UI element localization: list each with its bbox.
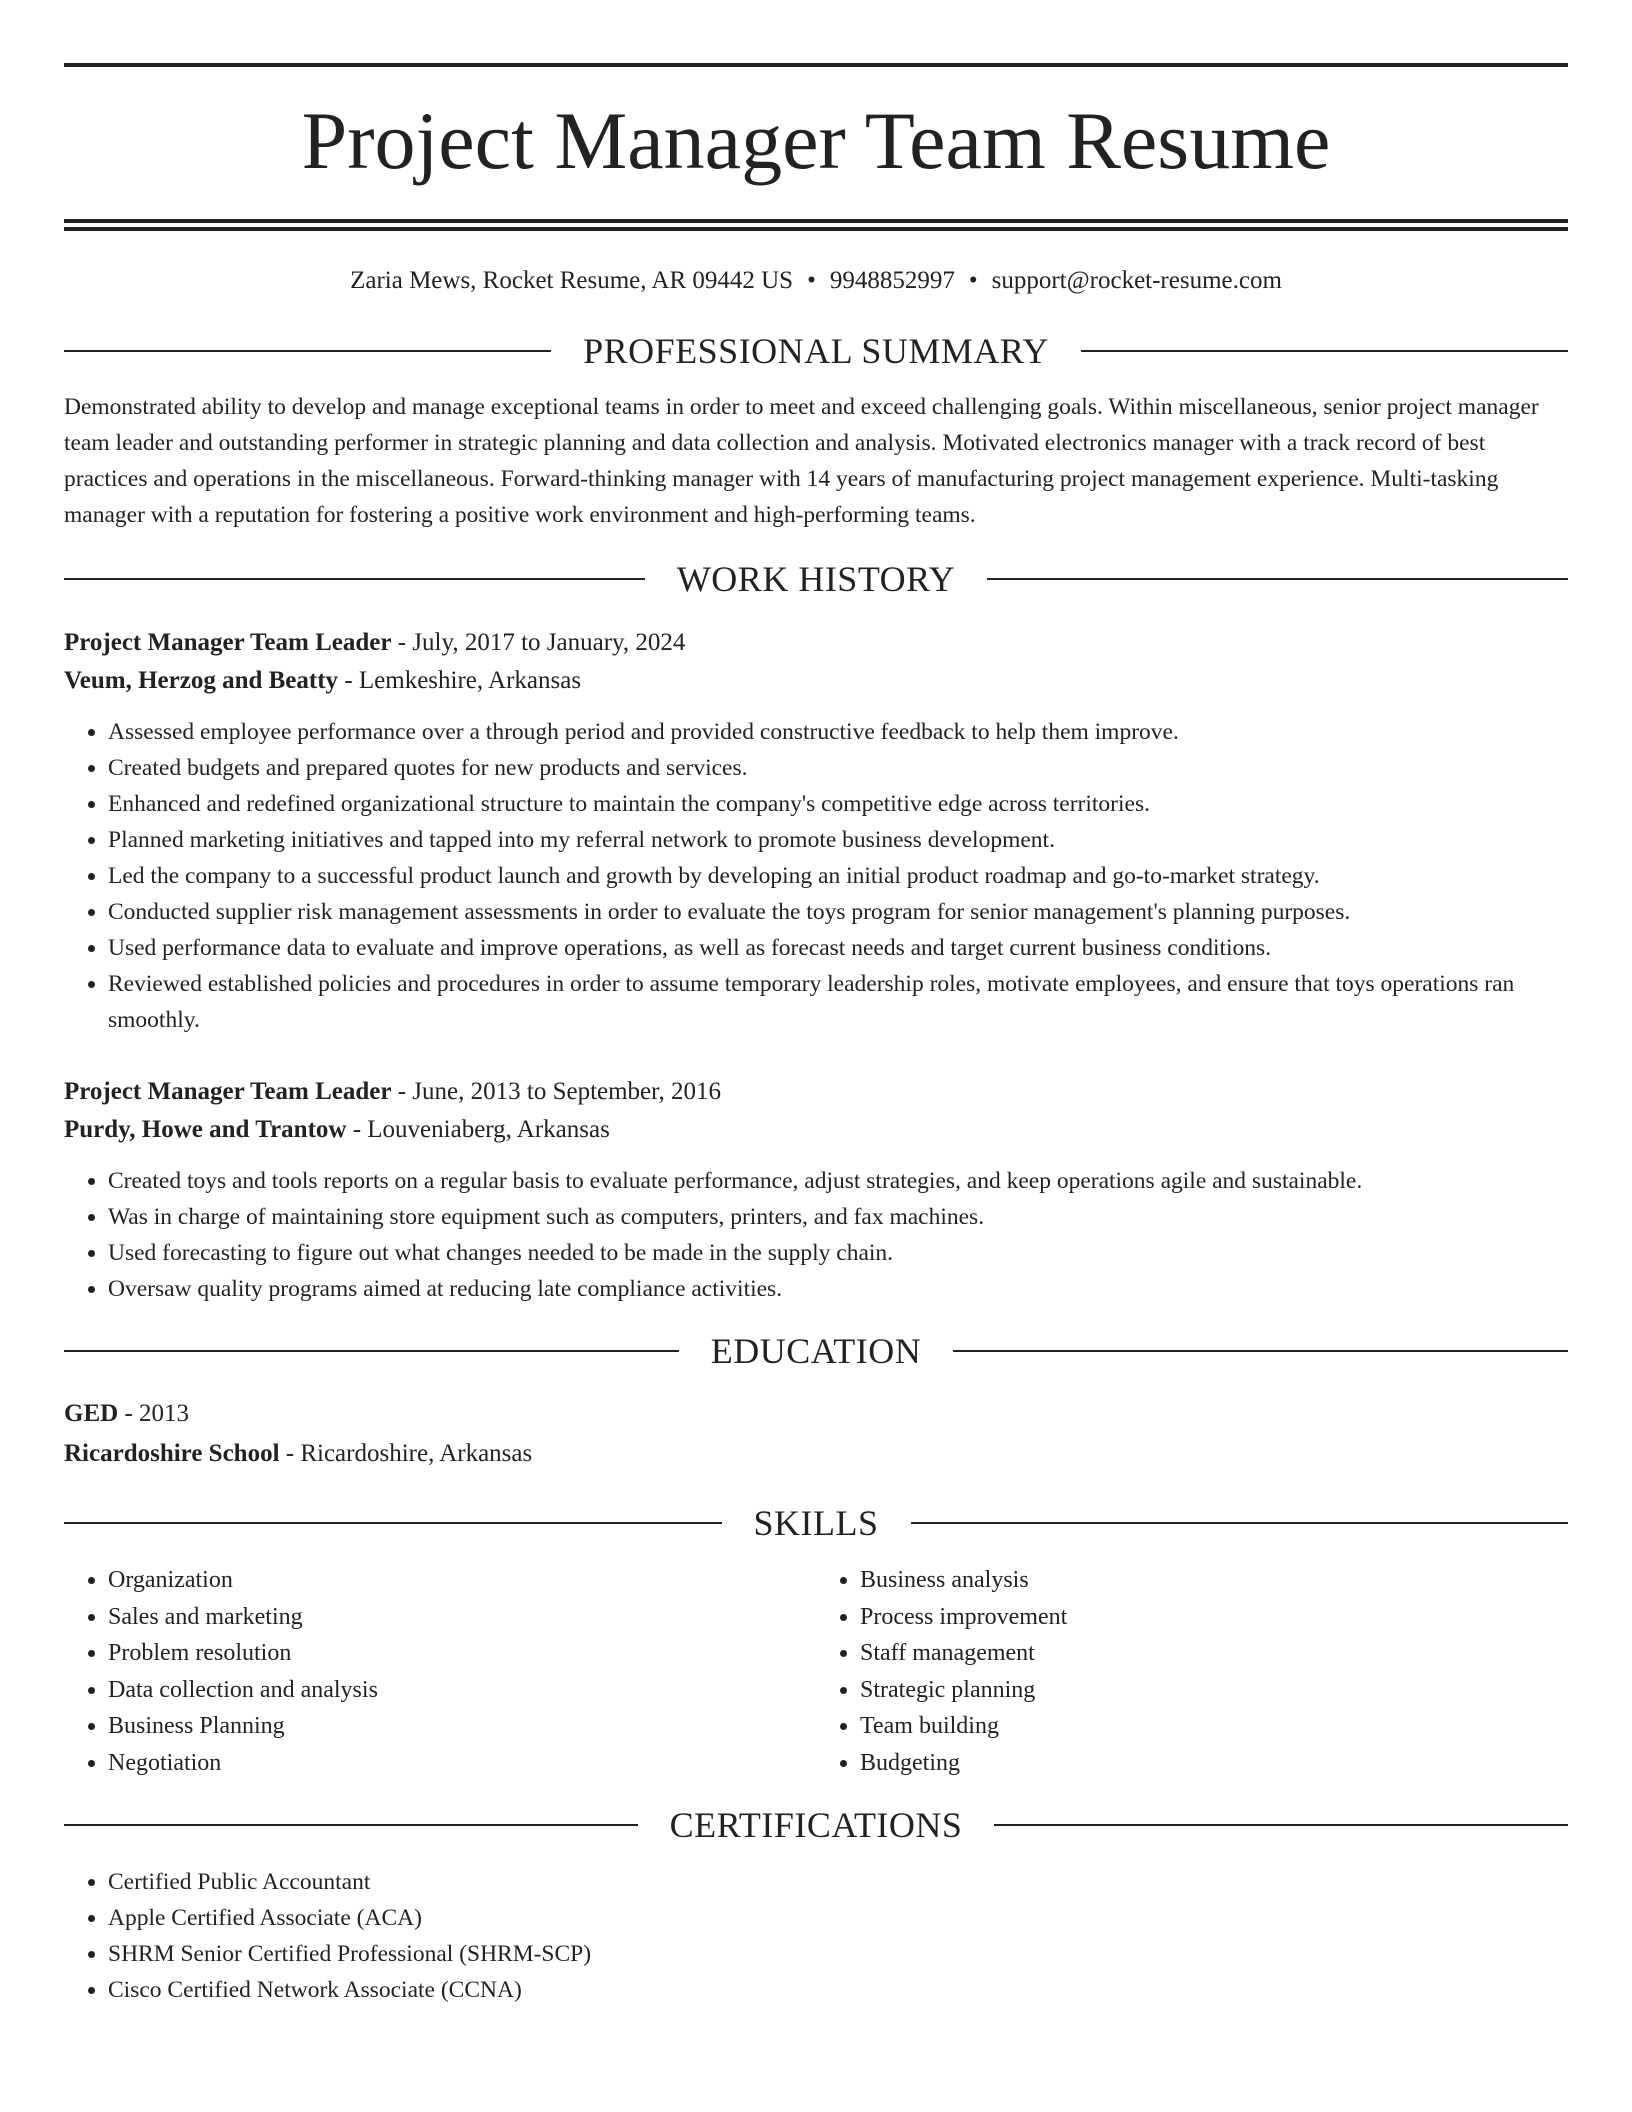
resume-title: Project Manager Team Resume — [301, 95, 1331, 186]
divider-line — [64, 578, 645, 580]
list-item: • Led the company to a successful product launch and growth by developing an initial product roadmap and go-to-market strategy. — [108, 858, 1568, 894]
divider-line — [953, 1350, 1568, 1352]
job-bullet-list — [64, 714, 1568, 1038]
contact-line — [64, 265, 1568, 297]
list-item: • Used performance data to evaluate and improve operations, as well as forecast needs and target current business conditions. — [108, 930, 1568, 966]
section-title-skills: SKILLS — [753, 1503, 879, 1543]
job-location: - Lemkeshire, Arkansas — [338, 667, 582, 694]
skills-list-right — [816, 1562, 1568, 1781]
skill-item: • Process improvement — [860, 1599, 1568, 1636]
section-header-certifications — [64, 1803, 1568, 1847]
job-title-line — [64, 1073, 1568, 1111]
list-item: • Created toys and tools reports on a regular basis to evaluate performance, adjust strategies, and keep operations agile and sustainable. — [108, 1163, 1568, 1199]
list-item: • Was in charge of maintaining store equipment such as computers, printers, and fax machines. — [108, 1199, 1568, 1235]
skill-item: • Problem resolution — [108, 1635, 816, 1672]
skill-item: • Strategic planning — [860, 1672, 1568, 1709]
divider-line — [994, 1824, 1568, 1826]
skill-item: • Sales and marketing — [108, 1599, 816, 1636]
contact-address: Zaria Mews, Rocket Resume, AR 09442 US — [350, 267, 794, 294]
job-title: Project Manager Team Leader — [64, 1078, 392, 1105]
contact-phone: 9948852997 — [829, 267, 955, 294]
section-title-certifications: CERTIFICATIONS — [669, 1805, 963, 1845]
certifications-list — [64, 1864, 1568, 2008]
divider-line — [64, 350, 551, 352]
list-item: • Created budgets and prepared quotes for new products and services. — [108, 750, 1568, 786]
job-entry — [64, 624, 1568, 1038]
education-year: - 2013 — [118, 1400, 190, 1427]
list-item: • Assessed employee performance over a through period and provided constructive feedback to help them improve. — [108, 714, 1568, 750]
title-double-rule — [64, 219, 1568, 231]
section-title-education: EDUCATION — [710, 1331, 922, 1371]
section-header-work-history — [64, 557, 1568, 601]
section-header-skills — [64, 1501, 1568, 1545]
education-degree-line — [64, 1395, 1568, 1433]
job-title-line — [64, 624, 1568, 662]
certification-item: • Certified Public Accountant — [108, 1864, 1568, 1900]
job-company: Veum, Herzog and Beatty — [64, 667, 339, 694]
education-degree: GED — [64, 1400, 119, 1427]
section-title-summary: PROFESSIONAL SUMMARY — [583, 331, 1049, 371]
skills-list-left — [64, 1562, 816, 1781]
job-company: Purdy, Howe and Trantow — [64, 1116, 347, 1143]
divider-line — [64, 1522, 722, 1524]
skill-item: • Budgeting — [860, 1745, 1568, 1782]
list-item: • Reviewed established policies and procedures in order to assume temporary leadership roles, motivate employees, and ensure that toys operations ran smoothly. — [108, 966, 1568, 1038]
skill-item: • Organization — [108, 1562, 816, 1599]
divider-line — [64, 1824, 638, 1826]
education-school-line — [64, 1435, 1568, 1473]
section-header-summary — [64, 329, 1568, 373]
certification-item: • SHRM Senior Certified Professional (SHRM-SCP) — [108, 1936, 1568, 1972]
education-school: Ricardoshire School — [64, 1440, 280, 1467]
summary-text: Demonstrated ability to develop and manage exceptional teams in order to meet and exceed challenging goals. Within miscellaneous, senior project manager team leader and outstanding performer in strategic planning and data collection and analysis. Motivated electronics manager with a track record of best practices and operations in the miscellaneous. Forward-thinking manager with 14 years of manufacturing project management experience. Multi-tasking manager with a reputation for fostering a positive work environment and high-performing teams. — [64, 394, 1539, 528]
job-location: - Louveniaberg, Arkansas — [346, 1116, 610, 1143]
job-bullet-list — [64, 1163, 1568, 1307]
job-entry — [64, 1073, 1568, 1307]
top-rule — [64, 63, 1568, 67]
job-company-line — [64, 662, 1568, 700]
job-company-line — [64, 1111, 1568, 1149]
list-item: • Used forecasting to figure out what changes needed to be made in the supply chain. — [108, 1235, 1568, 1271]
divider-line — [1081, 350, 1568, 352]
divider-line — [911, 1522, 1569, 1524]
contact-separator: • — [968, 267, 978, 294]
skill-item: • Staff management — [860, 1635, 1568, 1672]
certification-item: • Apple Certified Associate (ACA) — [108, 1900, 1568, 1936]
job-dates: - June, 2013 to September, 2016 — [391, 1078, 721, 1105]
list-item: • Conducted supplier risk management assessments in order to evaluate the toys program for senior management's planning purposes. — [108, 894, 1568, 930]
divider-line — [64, 1350, 679, 1352]
skills-grid — [64, 1562, 1568, 1781]
list-item: • Oversaw quality programs aimed at reducing late compliance activities. — [108, 1271, 1568, 1307]
contact-email: support@rocket-resume.com — [991, 267, 1282, 294]
divider-line — [987, 578, 1568, 580]
section-header-education — [64, 1329, 1568, 1373]
skill-item: • Team building — [860, 1708, 1568, 1745]
resume-page — [64, 0, 1568, 2008]
certification-item: • Cisco Certified Network Associate (CCNA) — [108, 1972, 1568, 2008]
skill-item: • Negotiation — [108, 1745, 816, 1782]
job-dates: - July, 2017 to January, 2024 — [391, 629, 686, 656]
education-location: - Ricardoshire, Arkansas — [279, 1440, 533, 1467]
job-title: Project Manager Team Leader — [64, 629, 392, 656]
skill-item: • Business analysis — [860, 1562, 1568, 1599]
skill-item: • Business Planning — [108, 1708, 816, 1745]
contact-separator: • — [807, 267, 816, 294]
skill-item: • Data collection and analysis — [108, 1672, 816, 1709]
list-item: • Planned marketing initiatives and tapped into my referral network to promote business development. — [108, 822, 1568, 858]
section-title-work-history: WORK HISTORY — [676, 559, 956, 599]
list-item: • Enhanced and redefined organizational structure to maintain the company's competitive edge across territories. — [108, 786, 1568, 822]
